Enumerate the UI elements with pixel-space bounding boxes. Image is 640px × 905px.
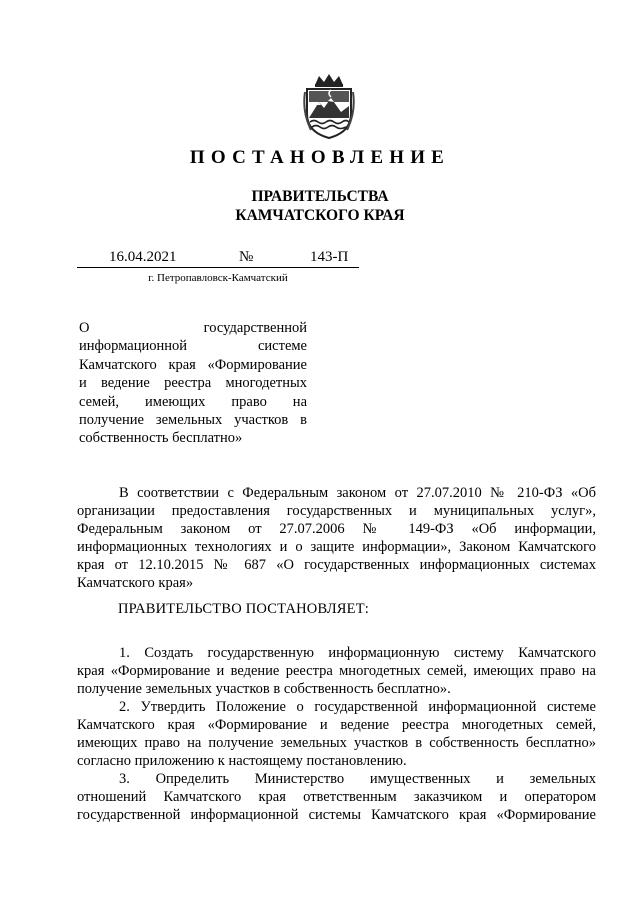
- item-1-line: края «Формирование и ведение реестра многодетных семей, имеющих право на: [77, 663, 596, 679]
- document-type-title: ПОСТАНОВЛЕНИЕ: [189, 147, 451, 168]
- date-underline: [77, 267, 359, 268]
- item-1-line: 1. Создать государственную информационную систему Камчатского: [119, 645, 596, 661]
- item-2-line: согласно приложению к настоящему постановлению.: [77, 753, 407, 769]
- preamble-line: В соответствии с Федеральным законом от 27.07.2010 № 210-ФЗ «Об: [119, 485, 596, 501]
- item-2-line: Камчатского края «Формирование и ведение реестра многодетных семей,: [77, 717, 596, 733]
- resolves-heading: ПРАВИТЕЛЬСТВО ПОСТАНОВЛЯЕТ:: [118, 601, 370, 617]
- subject-line: Камчатского края «Формирование: [79, 356, 307, 373]
- item-3-line: отношений Камчатского края ответственным заказчиком и оператором: [77, 789, 596, 805]
- preamble-line: организации предоставления государственных и муниципальных услуг»,: [77, 503, 596, 519]
- date-number-row: [77, 249, 359, 268]
- subject-line: и ведение реестра многодетных: [79, 375, 307, 392]
- subject-line: получение земельных участков в: [79, 411, 307, 428]
- document-subject: [79, 319, 307, 448]
- item-2-line: 2. Утвердить Положение о государственной информационной системе: [119, 699, 596, 715]
- preamble-line: края от 12.10.2015 № 687 «О государственных информационных системах: [77, 557, 596, 573]
- item-1-line: получение земельных участков в собственность бесплатно».: [77, 681, 451, 697]
- preamble-line: Федеральным законом от 27.07.2006 № 149-ФЗ «Об информации,: [77, 521, 596, 537]
- document-date: 16.04.2021: [109, 249, 177, 265]
- document-number: 143-П: [310, 249, 349, 265]
- subject-line: собственность бесплатно»: [79, 430, 243, 447]
- number-sign: №: [239, 249, 254, 265]
- subject-line: семей, имеющих право на: [79, 393, 307, 410]
- issuing-organization: [0, 187, 640, 225]
- item-2-line: имеющих право на получение земельных участков в собственность бесплатно»: [77, 735, 596, 751]
- item-3-line: 3. Определить Министерство имущественных и земельных: [119, 771, 596, 787]
- issue-city: г. Петропавловск-Камчатский: [148, 272, 288, 284]
- kamchatka-emblem-icon: [301, 72, 357, 140]
- subject-line: О государственной: [79, 320, 307, 336]
- preamble-line: Камчатского края»: [77, 575, 194, 591]
- org-line-2: КАМЧАТСКОГО КРАЯ: [235, 207, 405, 224]
- subject-line: информационной системе: [79, 338, 307, 355]
- preamble-line: информационных технологиях и о защите информации», Законом Камчатского: [77, 539, 596, 555]
- org-line-1: ПРАВИТЕЛЬСТВА: [251, 188, 389, 205]
- item-3-line: государственной информационной системы Камчатского края «Формирование: [77, 807, 596, 823]
